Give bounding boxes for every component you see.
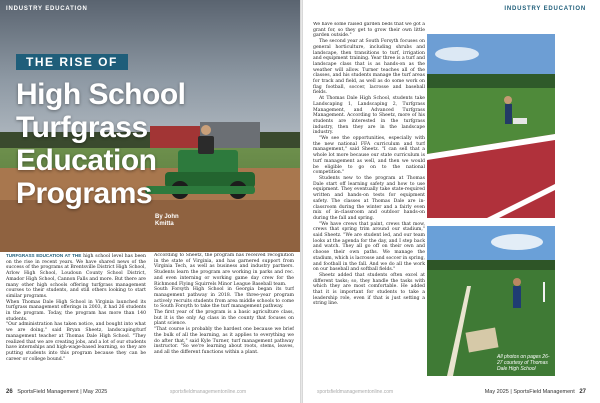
section-tag: INDUSTRY EDUCATION — [504, 6, 586, 12]
headline-line-1: High School — [16, 78, 186, 111]
kicker: THE RISE OF — [16, 54, 128, 70]
folio-right — [485, 389, 586, 395]
paragraph: According to Sheetz, the program has received recognition in the state of Virginia, and has garnered support from Virginia Tech, as well as business and industry partners. Students learn the program are working in parks and rec. and even interning or working game day crew for the Richmond Flying Squirrels Minor League Baseball team. — [154, 253, 294, 287]
paragraph: The second year at South Forsyth focuses on general horticulture, including shrubs and landscape, then transitions to turf, irrigation and equipment training. Year three is a turf and landscape class that is as hands-on as the weather will allow. Turner teaches all of the classes, and his students manage the turf areas for track and field, as well as do some work on flag football, soccer, lacrosse and baseball fields. — [313, 39, 425, 96]
hero-photo — [0, 0, 300, 252]
website-url: sportsfieldmanagementonline.com — [170, 389, 247, 395]
folio-text: May 2025 | SportsField Management — [484, 389, 575, 395]
paragraph: "We see the opportunities, especially with the new national FFA curriculum and turf management," said Sheetz. "I can sell that a whole lot more because our state curriculum is turf management as well, and then we would be eligible to go on to the national competition." — [313, 136, 425, 176]
article-body-right — [313, 22, 425, 380]
section-tag: INDUSTRY EDUCATION — [6, 6, 88, 12]
photo-caption: All photos on pages 26-27 courtesy of Thomas Dale High School — [497, 354, 550, 372]
page-number: 27 — [579, 389, 586, 395]
folio-text: SportsField Management | May 2025 — [17, 389, 108, 395]
paragraph: "That course is probably the hardest one because we brief the bulk of all the learning, as it applies to everything we do after that," said Kyle Turner, turf management pathway instructor. "So we're learning about roots, stems, leaves, and all the different functions within a plant. — [154, 327, 294, 355]
paragraph: "We have crews that paint, crews that mow, crews that spring trim around our stadium," said Sheetz. "We are student led, and our team looks at the agenda for the day, and I step back and watch. They all go off on their own and choose their own paths. We manage the stadium, which is lacrosse and soccer in spring, and football in the fall. And we do all the work on our baseball and softball fields." — [313, 221, 425, 273]
paragraph: Sheetz added that students often excel at different tasks; so, they handle the tasks with which they are most comfortable. He added that it is important for students to take a leadership role, even if that is just setting a string line. — [313, 272, 425, 307]
paragraph: "Our administration has taken notice, and bought into what we are doing," said Bryan Sheetz, landscaping/turf management teacher at Thomas Dale High School. "They realized that we are creating jobs, and a lot of our students have internships and high-wage-based learning, so they are putting students into this program because they can be career or college bound." — [6, 322, 146, 362]
headline-line-2: Turfgrass — [16, 111, 148, 144]
lead-in: TURFGRASS EDUCATION AT THE — [6, 253, 82, 258]
byline-name: Kmitta — [155, 221, 174, 227]
photo-painted-field — [427, 34, 555, 218]
paragraph: TURFGRASS EDUCATION AT THE high school level has been on the rise in recent years. We have shared news of the success of the programs at Brentsville District High School, Arlow High School, Loudoun County School District, Amador High School, Cannon Falls and more. But there are many other high schools offering turfgrass management courses to their students, and still others looking to start similar programs. — [6, 253, 146, 299]
right-page — [303, 0, 600, 403]
paragraph: South Forsyth High School in Georgia began its turf management pathway in 2018. The three-year program actively recruits students from area middle schools to come to South Forsyth to take the turf management pathway. — [154, 287, 294, 310]
headline-line-4: Programs — [16, 177, 153, 210]
folio-left — [6, 389, 107, 395]
byline-by: By John — [155, 214, 179, 220]
byline — [155, 214, 179, 228]
paragraph: The first year of the program is a basic agriculture class, but it is the only Ag class in the county that focuses on plant science. — [154, 310, 294, 327]
paragraph: At Thomas Dale High School, students take Landscaping 1, Landscaping 2, Turfgrass Management, and Advanced Turfgrass Management. According to Sheetz, more of his students are interested in the turfgrass industry, then they are in the landscape industry. — [313, 96, 425, 136]
headline-line-3: Education — [16, 144, 157, 177]
paragraph: Students new to the program at Thomas Dale start off learning safety and how to use equipment. They eventually take state-required written and hands-on tests for equipment safety. The classes at Thomas Dale are in-classroom during the winter and a fairly even mix of in-classroom and outdoor hands-on during the fall and spring. — [313, 175, 425, 221]
page-number: 26 — [6, 389, 13, 395]
website-url: sportsfieldmanagementonline.com — [317, 389, 394, 395]
paragraph: When Thomas Dale High School in Virginia launched its turfgrass management offerings in 2003, it had 26 students in the program. Today, the program has more than 140 students. — [6, 299, 146, 322]
article-body-left — [6, 253, 294, 385]
paragraph: We have some raised garden beds that we got a grant for, so they get to grow their own little garden outside." — [313, 22, 425, 39]
